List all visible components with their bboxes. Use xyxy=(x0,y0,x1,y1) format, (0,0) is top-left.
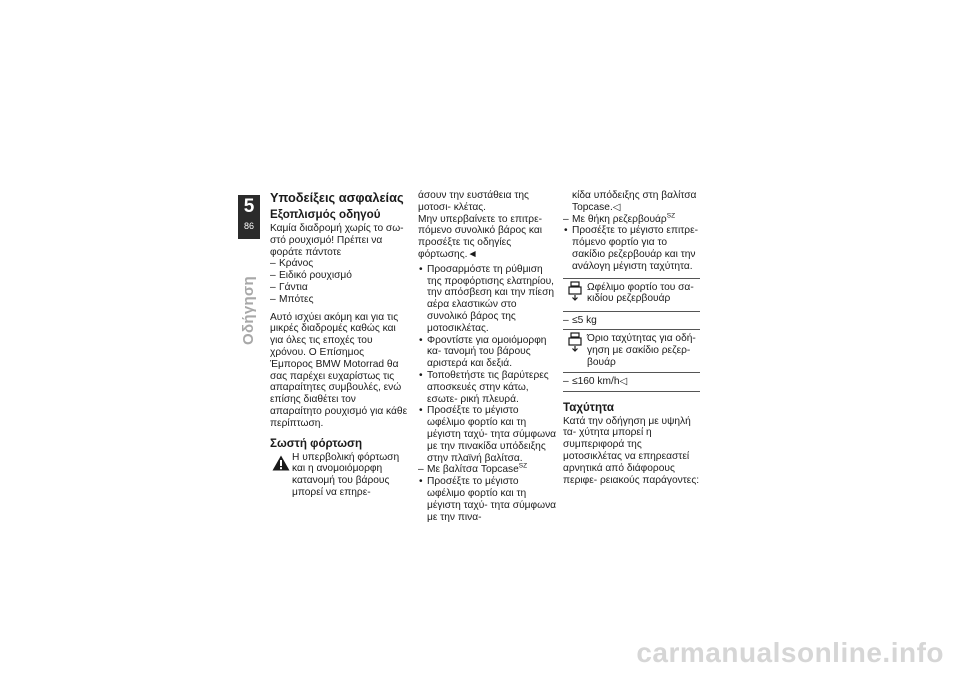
spec-value-row: – ≤160 km/h◁ xyxy=(563,375,628,387)
dash-text: Με βαλίτσα Topcase xyxy=(427,464,519,476)
bullet-item: • Προσέξτε το μέγιστο ωφέλιμο φορτίο και τη μέγιστη ταχύ- τητα σύμφωνα με την πινακίδα υπόδειξης στην πλαϊνή βαλίτσα. xyxy=(418,405,558,464)
chapter-number: 5 xyxy=(243,196,255,217)
list-item: – Κράνος xyxy=(270,258,408,270)
spec-value: ≤160 km/h◁ xyxy=(572,375,628,387)
warning-block xyxy=(270,452,408,499)
list-item: – Γάντια xyxy=(270,282,408,294)
bullet-item: • Τοποθετήστε τις βαρύτερες αποσκευές στην κάτω, εσωτε- ρική πλευρά. xyxy=(418,370,558,405)
warning-text: Η υπερβολική φόρτωση και η ανομοιόμορφη κατανομή του βάρους μπορεί να επηρε- xyxy=(292,451,400,498)
dash-item-topcase xyxy=(418,464,558,476)
subheading-rider-equipment: Εξοπλισμός οδηγού xyxy=(270,208,381,221)
column-1 xyxy=(270,190,408,499)
column-3 xyxy=(563,190,700,486)
paragraph-continued: κίδα υπόδειξης στη βαλίτσα Topcase.◁ xyxy=(572,190,697,213)
subheading-correct-loading: Σωστή φόρτωση xyxy=(270,436,363,450)
section-title-vertical: Οδήγηση xyxy=(240,276,257,345)
bullet-item: • Προσέξτε το μέγιστο ωφέλιμο φορτίο και τη μέγιστη ταχύ- τητα σύμφωνα με την πινα- xyxy=(418,476,558,523)
superscript: SZ xyxy=(666,212,676,220)
spec-label-row xyxy=(563,330,700,372)
tank-bag-weight-icon xyxy=(567,281,583,301)
bullet-item: • Προσέξτε το μέγιστο επιτρε- πόμενο φορτίο για το σακίδιο ρεζερβουάρ και την ανάλογη μέγιστη ταχύτητα. xyxy=(563,225,700,272)
bullet-item: • Προσαρμόστε τη ρύθμιση της προφόρτισης ελατηρίου, την απόσβεση και την πίεση αέρα ελαστικών στο συνολικό βάρος της μοτοσικλέτας. xyxy=(418,264,558,335)
paragraph: Κατά την οδήγηση με υψηλή τα- χύτητα μπορεί η συμπεριφορά της μοτοσικλέτας να επηρεαστεί αρνητικά από διάφορους περιφε- ρειακούς παράγοντες: xyxy=(563,415,700,486)
page-title: Υποδείξεις ασφαλείας xyxy=(270,190,404,205)
paragraph: άσουν την ευστάθεια της μοτοσι- κλέτας. xyxy=(418,190,529,213)
spec-label-row xyxy=(563,279,700,312)
tank-bag-speed-icon xyxy=(567,332,583,352)
dash-text: Με θήκη ρεζερβουάρ xyxy=(572,213,667,225)
paragraph: Αυτό ισχύει ακόμη και για τις μικρές διαδρομές καθώς και για όλες τις εποχές του χρόνου. Ο Επίσημος Έμπορος BMW Motorrad θα σας παρέχει ευχαρίστως τις απαραίτητες συμβουλές, ενώ επίσης διαθέτει τον απαραίτητο ρουχισμό για κάθε περίπτωση. xyxy=(270,311,408,429)
list-item: – Μπότες xyxy=(270,294,408,306)
page-number: 86 xyxy=(243,221,254,231)
paragraph: Καμία διαδρομή χωρίς το σω- στό ρουχισμό! Πρέπει να φοράτε πάντοτε xyxy=(270,223,404,258)
list-item: – Ειδικό ρουχισμό xyxy=(270,270,408,282)
spec-label: Όριο ταχύτητας για οδή- γηση με σακίδιο ρεζερ- βουάρ xyxy=(587,333,696,368)
spec-table xyxy=(563,278,700,392)
dash-item-tank-bag xyxy=(563,214,700,226)
spec-value: ≤5 kg xyxy=(572,314,597,326)
spec-value-row: – ≤5 kg xyxy=(563,312,700,331)
watermark: carmanualsonline.info xyxy=(636,637,944,668)
warning-triangle-icon xyxy=(272,455,290,471)
subheading-speed: Ταχύτητα xyxy=(563,400,615,414)
spec-label: Ωφέλιμο φορτίο του σα- κιδίου ρεζερβουάρ xyxy=(587,281,694,305)
paragraph: Μην υπερβαίνετε το επιτρε- πόμενο συνολικό βάρος και προσέξτε τις οδηγίες φόρτωσης.◄ xyxy=(418,213,543,260)
column-2 xyxy=(418,190,558,523)
chapter-tab xyxy=(238,195,260,239)
bullet-item: • Φροντίστε για ομοιόμορφη κα- τανομή του βάρους αριστερά και δεξιά. xyxy=(418,335,558,370)
superscript: SZ xyxy=(518,462,528,470)
